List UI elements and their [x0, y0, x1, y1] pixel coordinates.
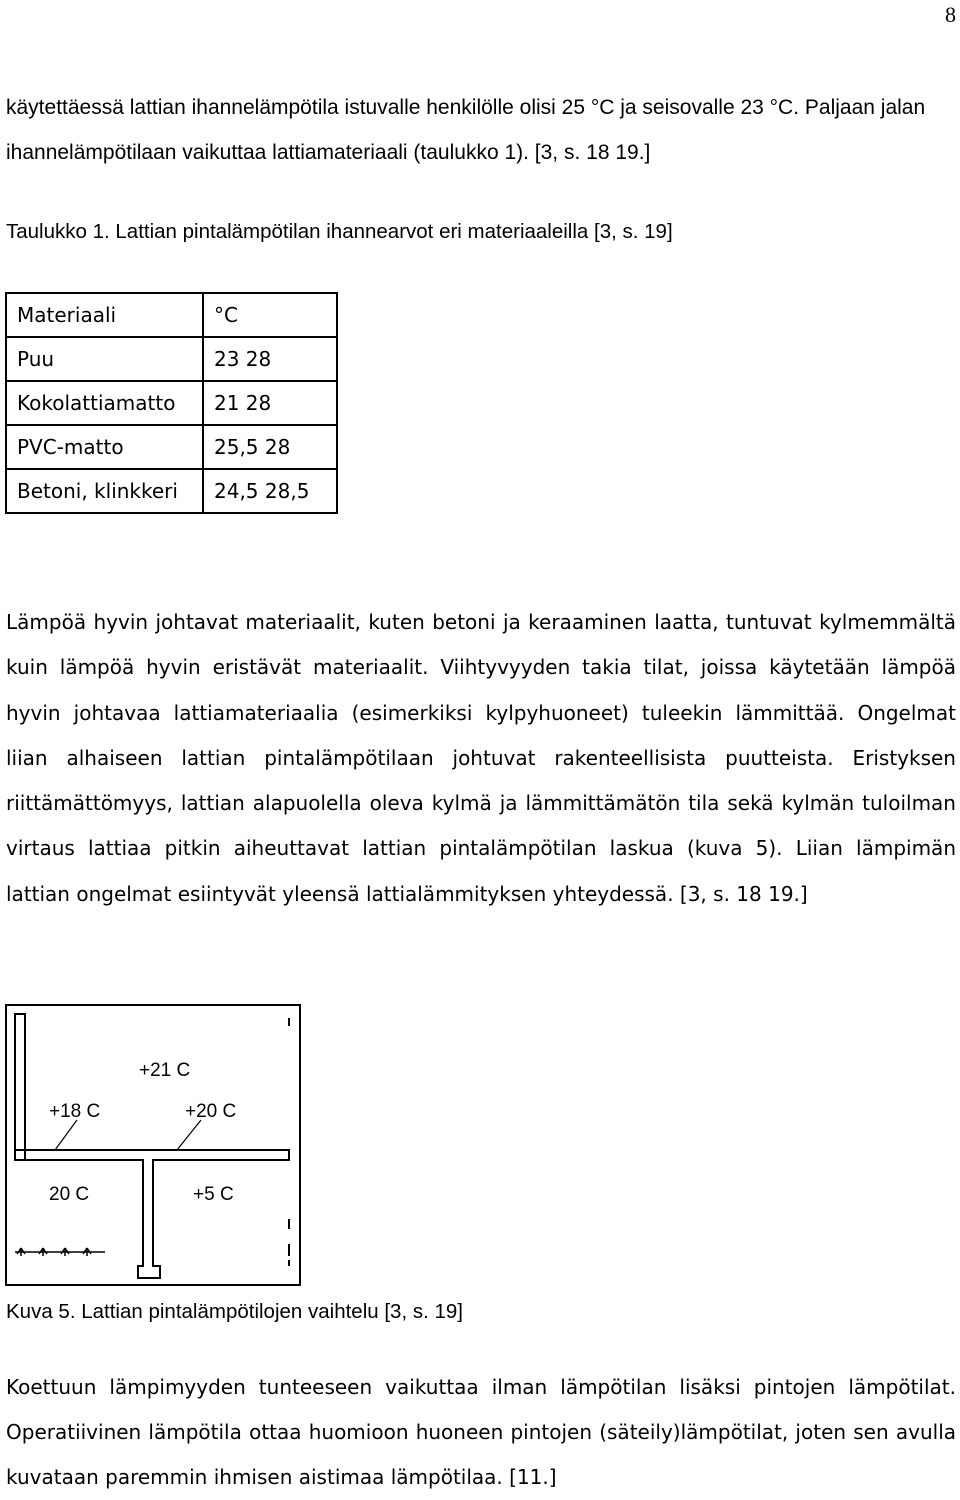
- table-caption: Taulukko 1. Lattian pintalämpötilan ihannearvot eri materiaaleilla [3, s. 19]: [6, 220, 673, 243]
- label-right-floor: +20 C: [185, 1101, 237, 1122]
- table-cell-material: Kokolattiamatto: [6, 381, 203, 425]
- table-cell-temperature: 21 28: [203, 381, 337, 425]
- left-wall: [15, 1014, 25, 1160]
- table-header-celsius: °C: [203, 293, 337, 337]
- table-row: [6, 381, 337, 425]
- table-row: [6, 337, 337, 381]
- table-row: [6, 425, 337, 469]
- label-right-under: +5 C: [193, 1184, 234, 1205]
- arrow-left: [55, 1120, 77, 1150]
- table-row: [6, 469, 337, 513]
- floor-slab: [15, 1150, 289, 1278]
- table-cell-material: Puu: [6, 337, 203, 381]
- table-header-material: Materiaali: [6, 293, 203, 337]
- table-cell-temperature: 25,5 28: [203, 425, 337, 469]
- page-number: 8: [945, 2, 956, 27]
- arrow-right: [177, 1120, 201, 1150]
- final-paragraph: Koettuun lämpimyyden tunteeseen vaikuttaa ilman lämpötilan lisäksi pintojen lämpötilat. Operatiivinen lämpötila ottaa huomioon huoneen pintojen (säteily)lämpötilat, joten sen avulla kuvataan paremmin ihmisen aistimaa lämpötilaa. [11.]: [6, 1375, 956, 1489]
- table-cell-temperature: 24,5 28,5: [203, 469, 337, 513]
- label-left-under: 20 C: [49, 1184, 90, 1205]
- table-cell-material: Betoni, klinkkeri: [6, 469, 203, 513]
- table-cell-temperature: 23 28: [203, 337, 337, 381]
- label-top-room: +21 C: [139, 1060, 191, 1081]
- floor-temperature-figure: [5, 1004, 301, 1286]
- intro-paragraph: käytettäessä lattian ihannelämpötila istuvalle henkilölle olisi 25 °C ja seisovalle 23 °C. Paljaan jalan ihannelämpötilaan vaikuttaa lattiamateriaali (taulukko 1). [3, s. 18 19.]: [6, 96, 926, 164]
- table-cell-material: PVC-matto: [6, 425, 203, 469]
- label-left-floor: +18 C: [49, 1101, 101, 1122]
- figure-caption: Kuva 5. Lattian pintalämpötilojen vaihtelu [3, s. 19]: [6, 1300, 463, 1323]
- table-header-row: [6, 293, 337, 337]
- body-paragraph: Lämpöä hyvin johtavat materiaalit, kuten betoni ja keraaminen laatta, tuntuvat kylmemmältä kuin lämpöä hyvin eristävät materiaalit. Viihtyvyyden takia tilat, joissa käytetään lämpöä hyvin johtavaa lattiamateriaalia (esimerkiksi kylpyhuoneet) tuleekin lämmittää. Ongelmat liian alhaiseen lattian pintalämpötilaan johtuvat rakenteellisista puutteista. Eristyksen riittämättömyys, lattian alapuolella oleva kylmä ja lämmittämätön tila sekä kylmän tuloilman virtaus lattiaa pitkin aiheuttavat lattian pintalämpötilan laskua (kuva 5). Liian lämpimän lattian ongelmat esiintyvät yleensä lattialämmityksen yhteydessä. [3, s. 18 19.]: [6, 610, 956, 906]
- temperature-table: [5, 292, 338, 514]
